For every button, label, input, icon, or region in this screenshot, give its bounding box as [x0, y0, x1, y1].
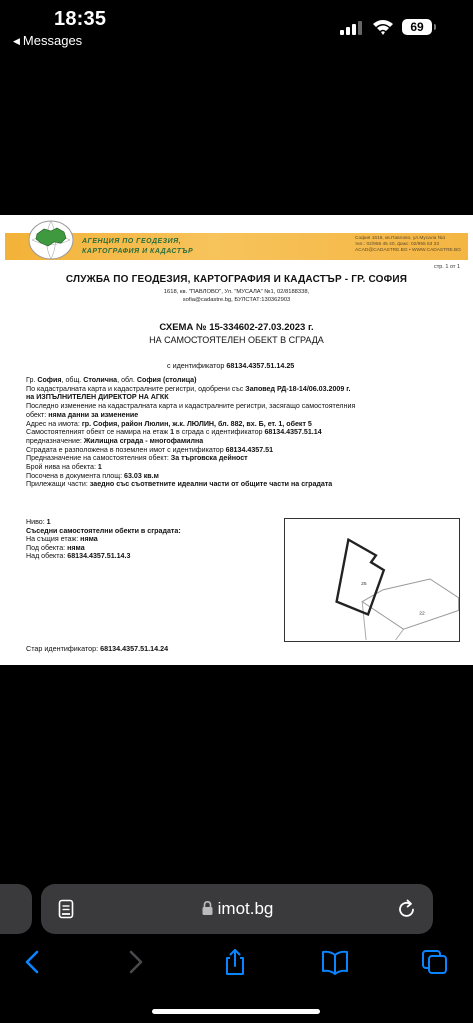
last-change-line: Последно изменение на кадастралната карта и кадастралните регистри, засягащо самостоятелния — [26, 402, 356, 411]
adjacent-parts-line: Прилежащи части: заедно със съответните идеални части от общите части на сградата — [26, 480, 333, 489]
status-bar — [0, 0, 473, 52]
url-display[interactable] — [41, 884, 433, 934]
object-purpose-line: Предназначение на самостоятелния обект: За търговска дейност — [26, 454, 248, 463]
lock-icon — [201, 900, 214, 916]
building-purpose-line: предназначение: Жилищна сграда - многофамилна — [26, 436, 204, 445]
level-info: Ниво: 1 Съседни самостоятелни обекти в сградата: На същия етаж: няма Под обекта: няма Над обекта: 68134.4357.51.14.3 — [26, 518, 181, 561]
agency-name: АГЕНЦИЯ ПО ГЕОДЕЗИЯ, КАРТОГРАФИЯ И КАДАСТЪР — [82, 238, 194, 255]
cadastre-document — [0, 215, 473, 665]
director-line: на ИЗПЪЛНИТЕЛЕН ДИРЕКТОР НА АГКК — [26, 393, 169, 402]
url-text: imot.bg — [217, 899, 274, 918]
tabs-icon[interactable] — [420, 948, 450, 976]
last-change-value-line: обект: няма данни за изменение — [26, 410, 139, 419]
floor-line: Самостоятелният обект се намира на етаж 1 в сграда с идентификатор 68134.4357.51.14 — [26, 428, 322, 437]
previous-tab-preview[interactable] — [0, 884, 32, 934]
land-plot-line: Сградата е разположена в поземлен имот с идентификатор 68134.4357.51 — [26, 445, 274, 454]
old-identifier: Стар идентификатор: 68134.4357.51.14.24 — [26, 644, 169, 653]
battery-indicator: 69 — [402, 19, 432, 35]
forward-icon[interactable] — [120, 948, 150, 976]
property-address-line: Адрес на имота: гр. София, район Люлин, ж.к. ЛЮЛИН, бл. 882, вх. Б, ет. 1, обект 5 — [26, 419, 312, 428]
area-line: Посочена в документа площ: 63.03 кв.м — [26, 471, 159, 480]
scheme-title: СХЕМА № 15-334602-27.03.2023 г. — [159, 322, 314, 333]
page-number: стр. 1 от 1 — [433, 264, 460, 270]
back-to-app-button[interactable] — [13, 33, 82, 48]
service-email: sofia@cadastre.bg, БУЛСТАТ:130362903 — [182, 297, 291, 303]
share-icon[interactable] — [220, 948, 250, 976]
agency-logo-icon — [24, 216, 78, 260]
plan-label-object: 25 — [361, 581, 367, 587]
address-bar[interactable] — [41, 884, 433, 934]
service-address: 1618, кв. "ПАВЛОВО", Ул. "МУСАЛА" №1, 02/8188338, — [163, 289, 310, 295]
plan-label-neighbor: 22 — [419, 611, 425, 617]
browser-toolbar — [0, 942, 473, 982]
back-app-label: Messages — [22, 33, 83, 48]
clock: 18:35 — [54, 8, 107, 30]
wifi-icon — [372, 18, 394, 36]
back-icon[interactable] — [18, 948, 48, 976]
object-identifier: с идентификатор 68134.4357.51.14.25 — [167, 361, 295, 370]
agency-contact: София 1618, кв.Павлово, ул.Мусала №1 тел.: 02/955 45 40, факс: 02/955 53 33 ACAD@CADASTRE.BG • WWW.CADASTRE.BG — [355, 236, 461, 254]
document-details — [26, 376, 466, 489]
reload-icon[interactable] — [397, 898, 417, 920]
bookmarks-icon[interactable] — [320, 948, 350, 976]
battery-tip — [434, 24, 436, 30]
home-indicator[interactable] — [152, 1009, 320, 1014]
service-title: СЛУЖБА ПО ГЕОДЕЗИЯ, КАРТОГРАФИЯ И КАДАСТЪР - ГР. СОФИЯ — [65, 274, 408, 285]
order-line: По кадастралната карта и кадастралните регистри, одобрени със Заповед РД-18-14/06.03.2009 г. — [26, 384, 351, 393]
levels-line: Брой нива на обекта: 1 — [26, 463, 102, 472]
back-triangle-icon: ◀ — [13, 36, 20, 46]
location-line: Гр. София, общ. Столична, обл. София (столица) — [26, 376, 197, 384]
scheme-subtitle: НА САМОСТОЯТЕЛЕН ОБЕКТ В СГРАДА — [149, 335, 324, 345]
cellular-signal-icon — [340, 21, 362, 35]
floor-plan-sketch — [284, 518, 460, 642]
